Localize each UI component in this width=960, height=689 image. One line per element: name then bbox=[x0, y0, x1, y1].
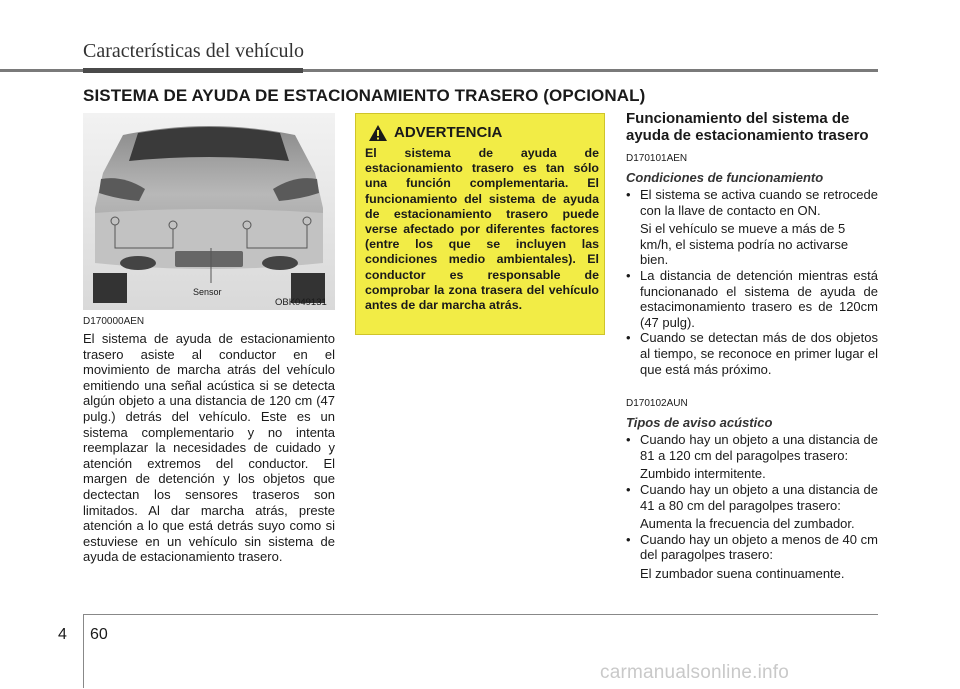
list-item: • Cuando se detectan más de dos objetos al tiempo, se reconoce en primer lugar el que está más próximo. bbox=[626, 330, 878, 377]
figure-code: OBK049131 bbox=[275, 297, 327, 308]
header-rule-accent bbox=[83, 68, 303, 73]
car-rear-photo bbox=[83, 113, 335, 310]
header-title: Características del vehículo bbox=[83, 40, 305, 62]
right-column bbox=[626, 110, 878, 581]
section-title: SISTEMA DE AYUDA DE ESTACIONAMIENTO TRASERO (OPCIONAL) bbox=[83, 86, 646, 105]
sec2-subtitle: Tipos de aviso acústico bbox=[626, 415, 773, 431]
warning-title: ADVERTENCIA bbox=[394, 124, 503, 141]
sec1-code: D170101AEN bbox=[626, 153, 688, 164]
left-section-code: D170000AEN bbox=[83, 316, 145, 327]
left-body-text: El sistema de ayuda de estacionamiento trasero asiste al conductor en el movimiento de marcha atrás del vehículo emitiendo una señal acústica si se detecta algún objeto a una distancia de 120 cm (47 pulg.) detrás del vehículo. Este es un sistema complementario y no intenta reemplazar la necesidades de cuidado y atención extremos del conductor. El margen de detención y los objetos que dectectan los sensores traseros son limitados. Al dar marcha atrás, preste atención a lo que está detrás suyo como si estuviese en un vehículo sin sistema de ayuda de estacionamiento trasero. bbox=[83, 331, 335, 565]
page-number: 60 bbox=[90, 626, 108, 643]
list-item: • Cuando hay un objeto a una distancia de 41 a 80 cm del paragolpes trasero: Aumenta la frecuencia del zumbador. bbox=[626, 481, 878, 532]
warning-triangle-icon bbox=[368, 124, 388, 142]
footer-rule bbox=[83, 614, 878, 615]
footer-vertical-rule bbox=[83, 614, 84, 688]
sensor-label: Sensor bbox=[193, 287, 222, 297]
sec1-subtitle: Condiciones de funcionamiento bbox=[626, 170, 824, 185]
list-item: • Cuando hay un objeto a una distancia de 81 a 120 cm del paragolpes trasero: Zumbido intermitente. bbox=[626, 432, 878, 482]
list-item: • La distancia de detención mientras está funcionanado el sistema de ayuda de estacimonamiento trasero es de 120cm (47 pulg). bbox=[626, 267, 878, 330]
sec2-code: D170102AUN bbox=[626, 398, 688, 410]
sec2-list bbox=[626, 432, 878, 581]
watermark: carmanualsonline.info bbox=[600, 662, 790, 683]
sec1-list bbox=[626, 187, 878, 377]
right-heading: Funcionamiento del sistema de ayuda de estacionamiento trasero bbox=[626, 110, 869, 144]
page-chapter: 4 bbox=[58, 626, 67, 643]
warning-box bbox=[355, 113, 605, 335]
list-item: • Cuando hay un objeto a menos de 40 cm del paragolpes trasero: El zumbador suena continuamente. bbox=[626, 531, 878, 581]
warning-text: El sistema de ayuda de estacionamiento trasero es tan sólo una función complementaria. El funcionamiento del sistema de ayuda de estacionamiento trasero puede verse afectado por diferentes factores (entre los que se incluyen las condiciones medio ambientales). El conductor es responsable de comprobar la zona trasera del vehículo antes de dar marcha atrás. bbox=[365, 146, 599, 313]
list-item: • El sistema se activa cuando se retrocede con la llave de contacto en ON. Si el vehículo se mueve a más de 5 km/h, el sistema podría no activarse bien. bbox=[626, 187, 878, 268]
